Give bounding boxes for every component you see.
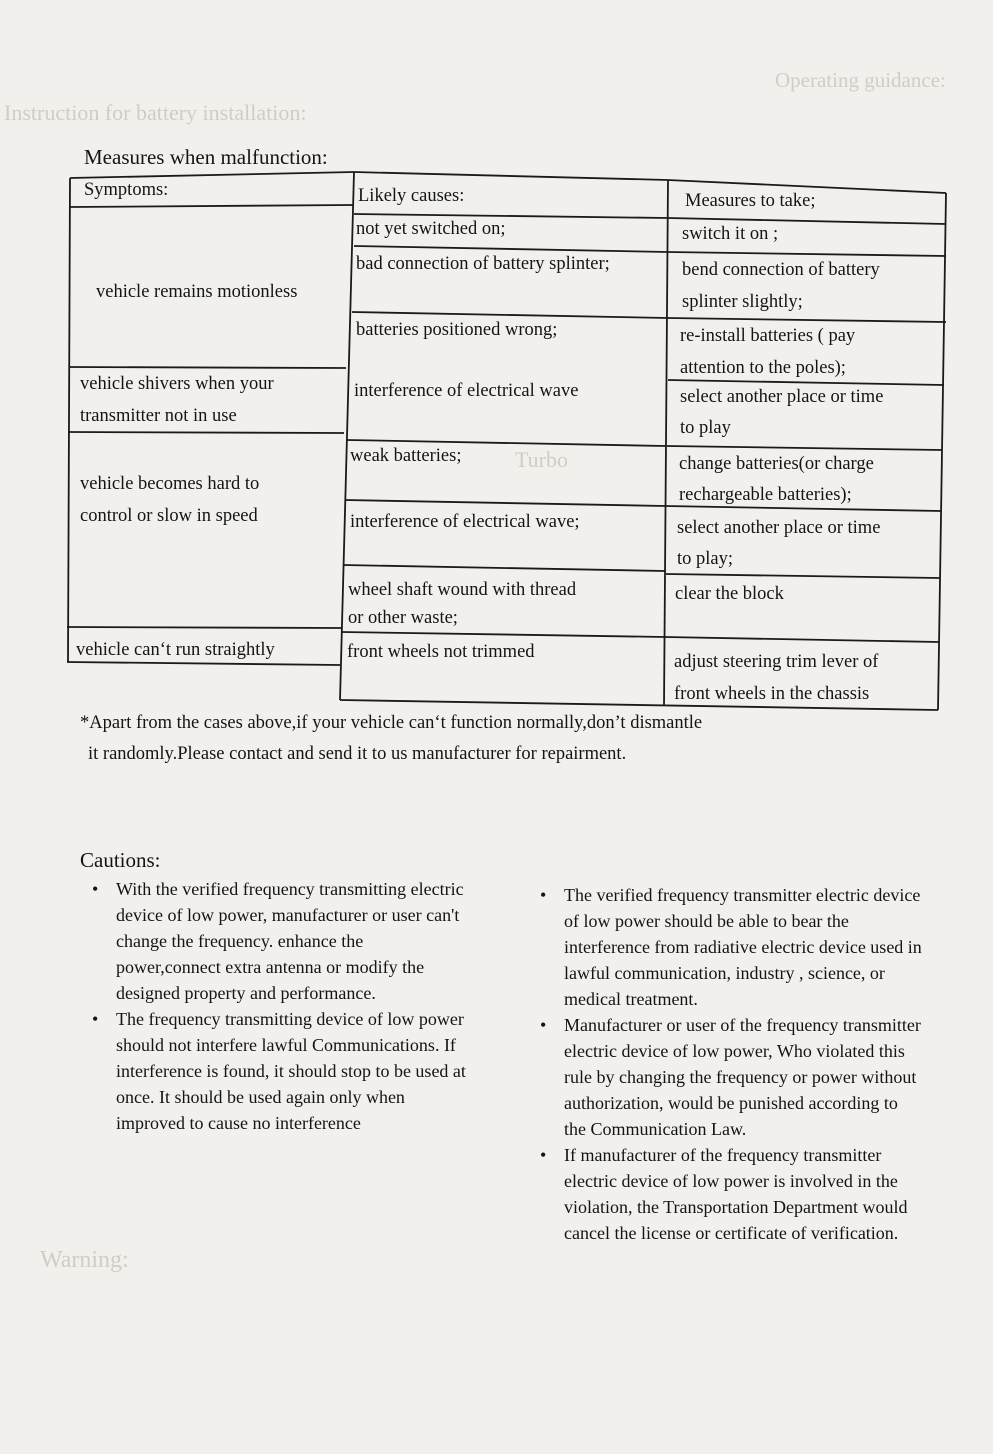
caution-item: • With the verified frequency transmitting electric device of low power, manufacturer or user can't change the frequency. enhance the power,connect extra antenna or modify the designed property and performance.: [86, 876, 466, 1006]
ghost-turbo: Turbo: [515, 447, 568, 472]
caution-item: • Manufacturer or user of the frequency transmitter electric device of low power, Who violated this rule by changing the frequency or power without authorization, would be punished according to the Communication Law.: [534, 1012, 924, 1142]
cautions-right-list: [534, 882, 924, 1246]
cause-wheel-shaft-line2: or other waste;: [348, 608, 458, 628]
measures-title: Measures when malfunction:: [84, 145, 328, 169]
header-measures: Measures to take;: [685, 191, 816, 211]
caution-item: • The frequency transmitting device of low power should not interfere lawful Communications. If interference is found, it should stop to be used at once. It should be used again only when improved to cause no interference: [86, 1006, 466, 1136]
symptom-hard-control-line1: vehicle becomes hard to: [80, 474, 260, 494]
measure-bend-line1: bend connection of battery: [682, 260, 880, 280]
cause-weak-batteries: weak batteries;: [350, 446, 462, 466]
caution-item: • If manufacturer of the frequency transmitter electric device of low power is involved in the violation, the Transportation Department would cancel the license or certificate of verification.: [534, 1142, 924, 1246]
measure-select-place-2-line2: to play;: [677, 549, 734, 569]
measure-select-place-2-line1: select another place or time: [677, 518, 881, 538]
measure-reinstall-line2: attention to the poles);: [680, 358, 846, 378]
ghost-warning: Warning:: [40, 1247, 129, 1273]
measure-select-place-1-line2: to play: [680, 418, 731, 438]
measure-select-place-1-line1: select another place or time: [680, 387, 884, 407]
symptom-not-straight: vehicle can‘t run straightly: [76, 640, 275, 660]
measure-reinstall-line1: re-install batteries ( pay: [680, 326, 856, 346]
repair-note: [80, 708, 880, 770]
measure-switch-on: switch it on ;: [682, 224, 779, 244]
cause-interference-2: interference of electrical wave;: [350, 512, 580, 532]
cautions-title: Cautions:: [80, 848, 161, 872]
cautions-left-list: [86, 876, 466, 1136]
ghost-battery-instruction: Instruction for battery installation:: [4, 100, 307, 125]
cause-not-switched-on: not yet switched on;: [356, 219, 506, 239]
measure-adjust-trim-line1: adjust steering trim lever of: [674, 652, 879, 672]
cause-interference-1: interference of electrical wave: [354, 381, 579, 401]
ghost-operating-guidance: Operating guidance:: [775, 68, 946, 92]
symptom-shivers-line2: transmitter not in use: [80, 406, 237, 426]
measure-clear-block: clear the block: [675, 584, 784, 604]
measure-change-batteries-line2: rechargeable batteries);: [679, 485, 852, 505]
measure-bend-line2: splinter slightly;: [682, 292, 803, 312]
repair-note-line1: *Apart from the cases above,if your vehicle can‘t function normally,don’t dismantle: [80, 713, 703, 733]
caution-item: • The verified frequency transmitter electric device of low power should be able to bear the interference from radiative electric device used in lawful communication, industry , science, or medical treatment.: [534, 882, 924, 1012]
cause-wheel-shaft-line1: wheel shaft wound with thread: [348, 580, 577, 600]
measure-adjust-trim-line2: front wheels in the chassis: [674, 684, 870, 704]
header-causes: Likely causes:: [358, 186, 465, 206]
cause-batteries-wrong: batteries positioned wrong;: [356, 320, 558, 340]
cause-wheels-not-trimmed: front wheels not trimmed: [347, 642, 535, 662]
symptom-hard-control-line2: control or slow in speed: [80, 506, 258, 526]
cause-bad-connection: bad connection of battery splinter;: [356, 254, 610, 274]
symptom-shivers-line1: vehicle shivers when your: [80, 374, 274, 394]
symptom-motionless: vehicle remains motionless: [96, 282, 298, 302]
measure-change-batteries-line1: change batteries(or charge: [679, 454, 874, 474]
repair-note-line2: it randomly.Please contact and send it to us manufacturer for repairment.: [88, 744, 627, 764]
header-symptoms: Symptoms:: [84, 180, 169, 200]
